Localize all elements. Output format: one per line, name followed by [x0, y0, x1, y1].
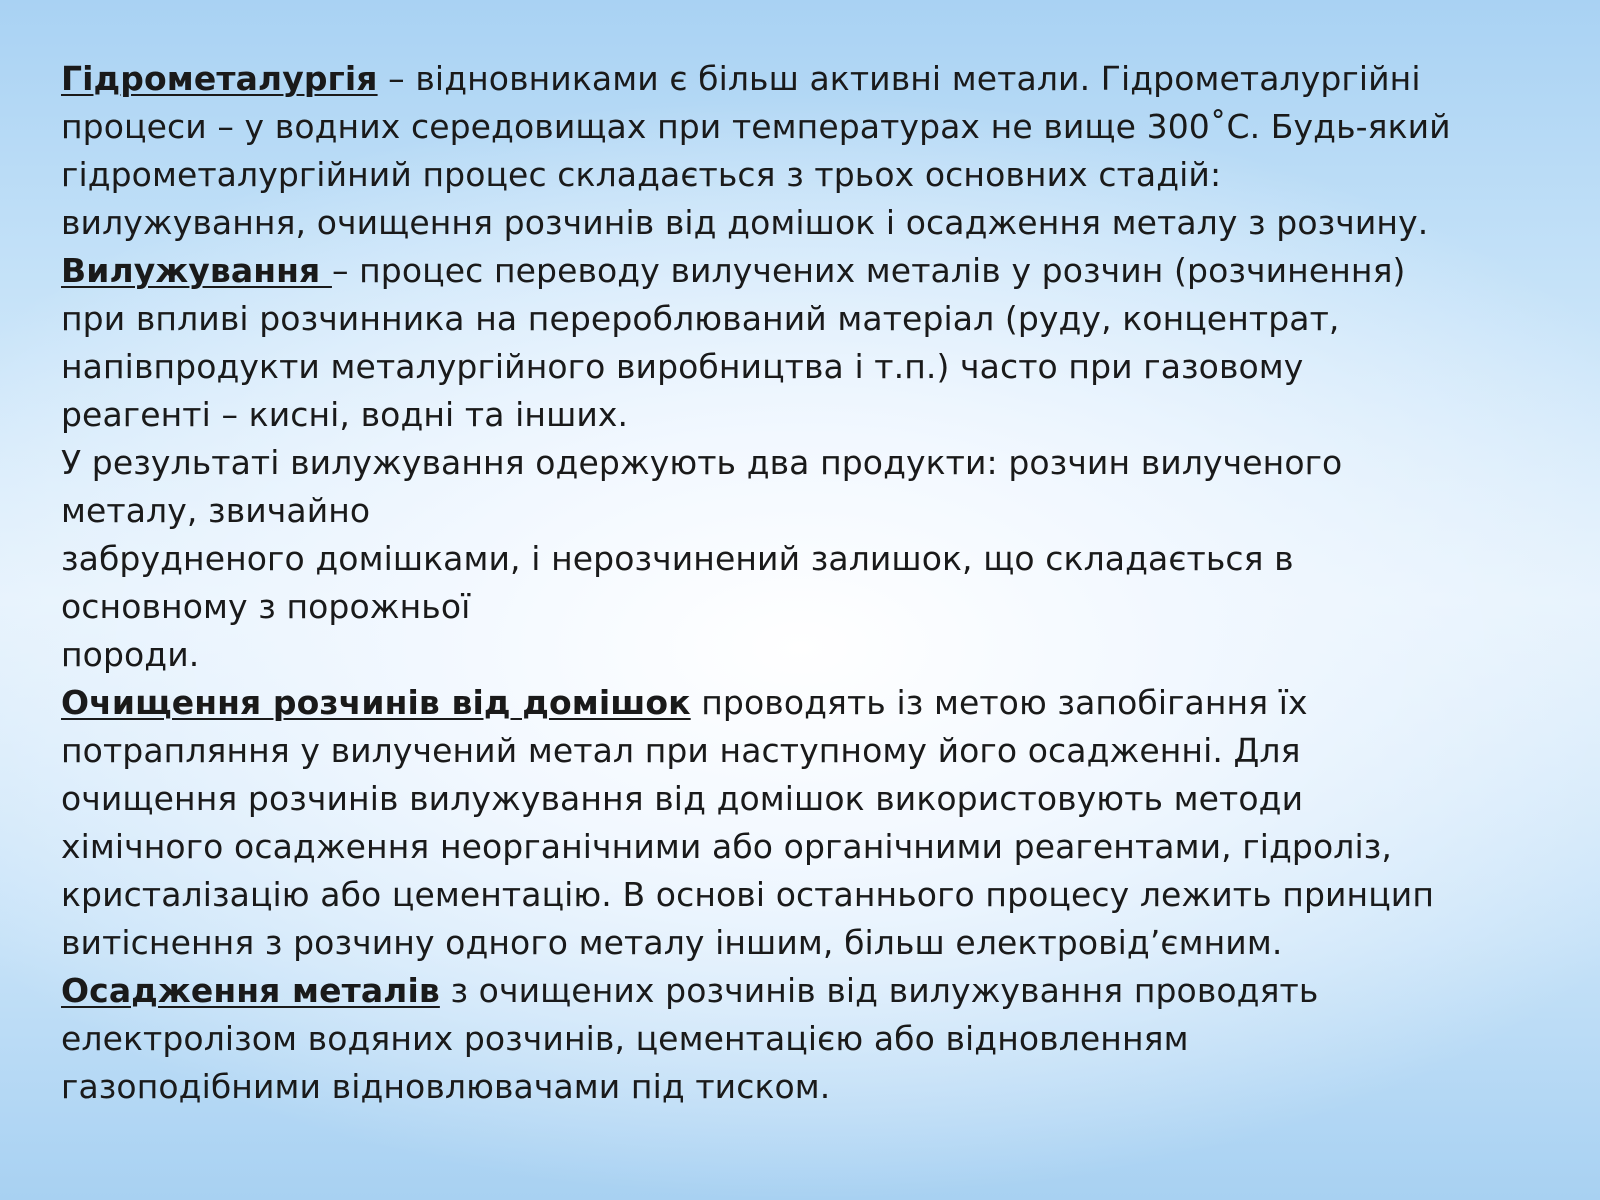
term-leaching: Вилужування — [61, 251, 332, 290]
paragraph-solution-purification — [61, 679, 1561, 967]
term-hydrometallurgy: Гідрометалургія — [61, 59, 378, 98]
text-line: газоподібними відновлювачами під тиском. — [61, 1067, 831, 1106]
text-line: гідрометалургійний процес складається з трьох основних стадій: — [61, 155, 1222, 194]
paragraph-leaching-result — [61, 439, 1561, 679]
text-line: процеси – у водних середовищах при температурах не вище 300˚С. Будь-який — [61, 107, 1451, 146]
text-line — [61, 679, 1561, 727]
text-line: напівпродукти металургійного виробництва і т.п.) часто при газовому — [61, 347, 1304, 386]
text-line: при впливі розчинника на перероблюваний матеріал (руду, концентрат, — [61, 299, 1340, 338]
text-line: очищення розчинів вилужування від домішок використовують методи — [61, 779, 1304, 818]
text-fragment: – процес переводу вилучених металів у розчин (розчинення) — [331, 251, 1406, 290]
text-line: витіснення з розчину одного металу іншим, більш електровід’ємним. — [61, 923, 1283, 962]
text-line: металу, звичайно — [61, 491, 371, 530]
text-line — [61, 967, 1561, 1015]
text-line: реагенті – кисні, водні та інших. — [61, 395, 629, 434]
text-line: породи. — [61, 635, 200, 674]
text-line: У результаті вилужування одержують два продукти: розчин вилученого — [61, 443, 1343, 482]
text-fragment: – відновниками є більш активні метали. Гідрометалургійні — [377, 59, 1421, 98]
paragraph-hydrometallurgy — [61, 55, 1561, 247]
text-line: забрудненого домішками, і нерозчинений залишок, що складається в — [61, 539, 1294, 578]
paragraph-leaching — [61, 247, 1561, 439]
text-line: кристалізацію або цементацію. В основі останнього процесу лежить принцип — [61, 875, 1434, 914]
text-line: потрапляння у вилучений метал при наступному його осадженні. Для — [61, 731, 1301, 770]
text-line: основному з порожньої — [61, 587, 471, 626]
text-line: вилужування, очищення розчинів від домішок і осадження металу з розчину. — [61, 203, 1429, 242]
paragraph-metal-precipitation — [61, 967, 1561, 1111]
text-line — [61, 55, 1561, 103]
text-fragment: з очищених розчинів від вилужування проводять — [439, 971, 1319, 1010]
text-line: електролізом водяних розчинів, цементацією або відновленням — [61, 1019, 1189, 1058]
text-line: хімічного осадження неорганічними або органічними реагентами, гідроліз, — [61, 827, 1392, 866]
term-metal-precipitation: Осадження металів — [61, 971, 440, 1010]
term-solution-purification: Очищення розчинів від домішок — [61, 683, 691, 722]
slide-text-body — [61, 55, 1561, 1111]
text-line — [61, 247, 1561, 295]
text-fragment: проводять із метою запобігання їх — [690, 683, 1308, 722]
